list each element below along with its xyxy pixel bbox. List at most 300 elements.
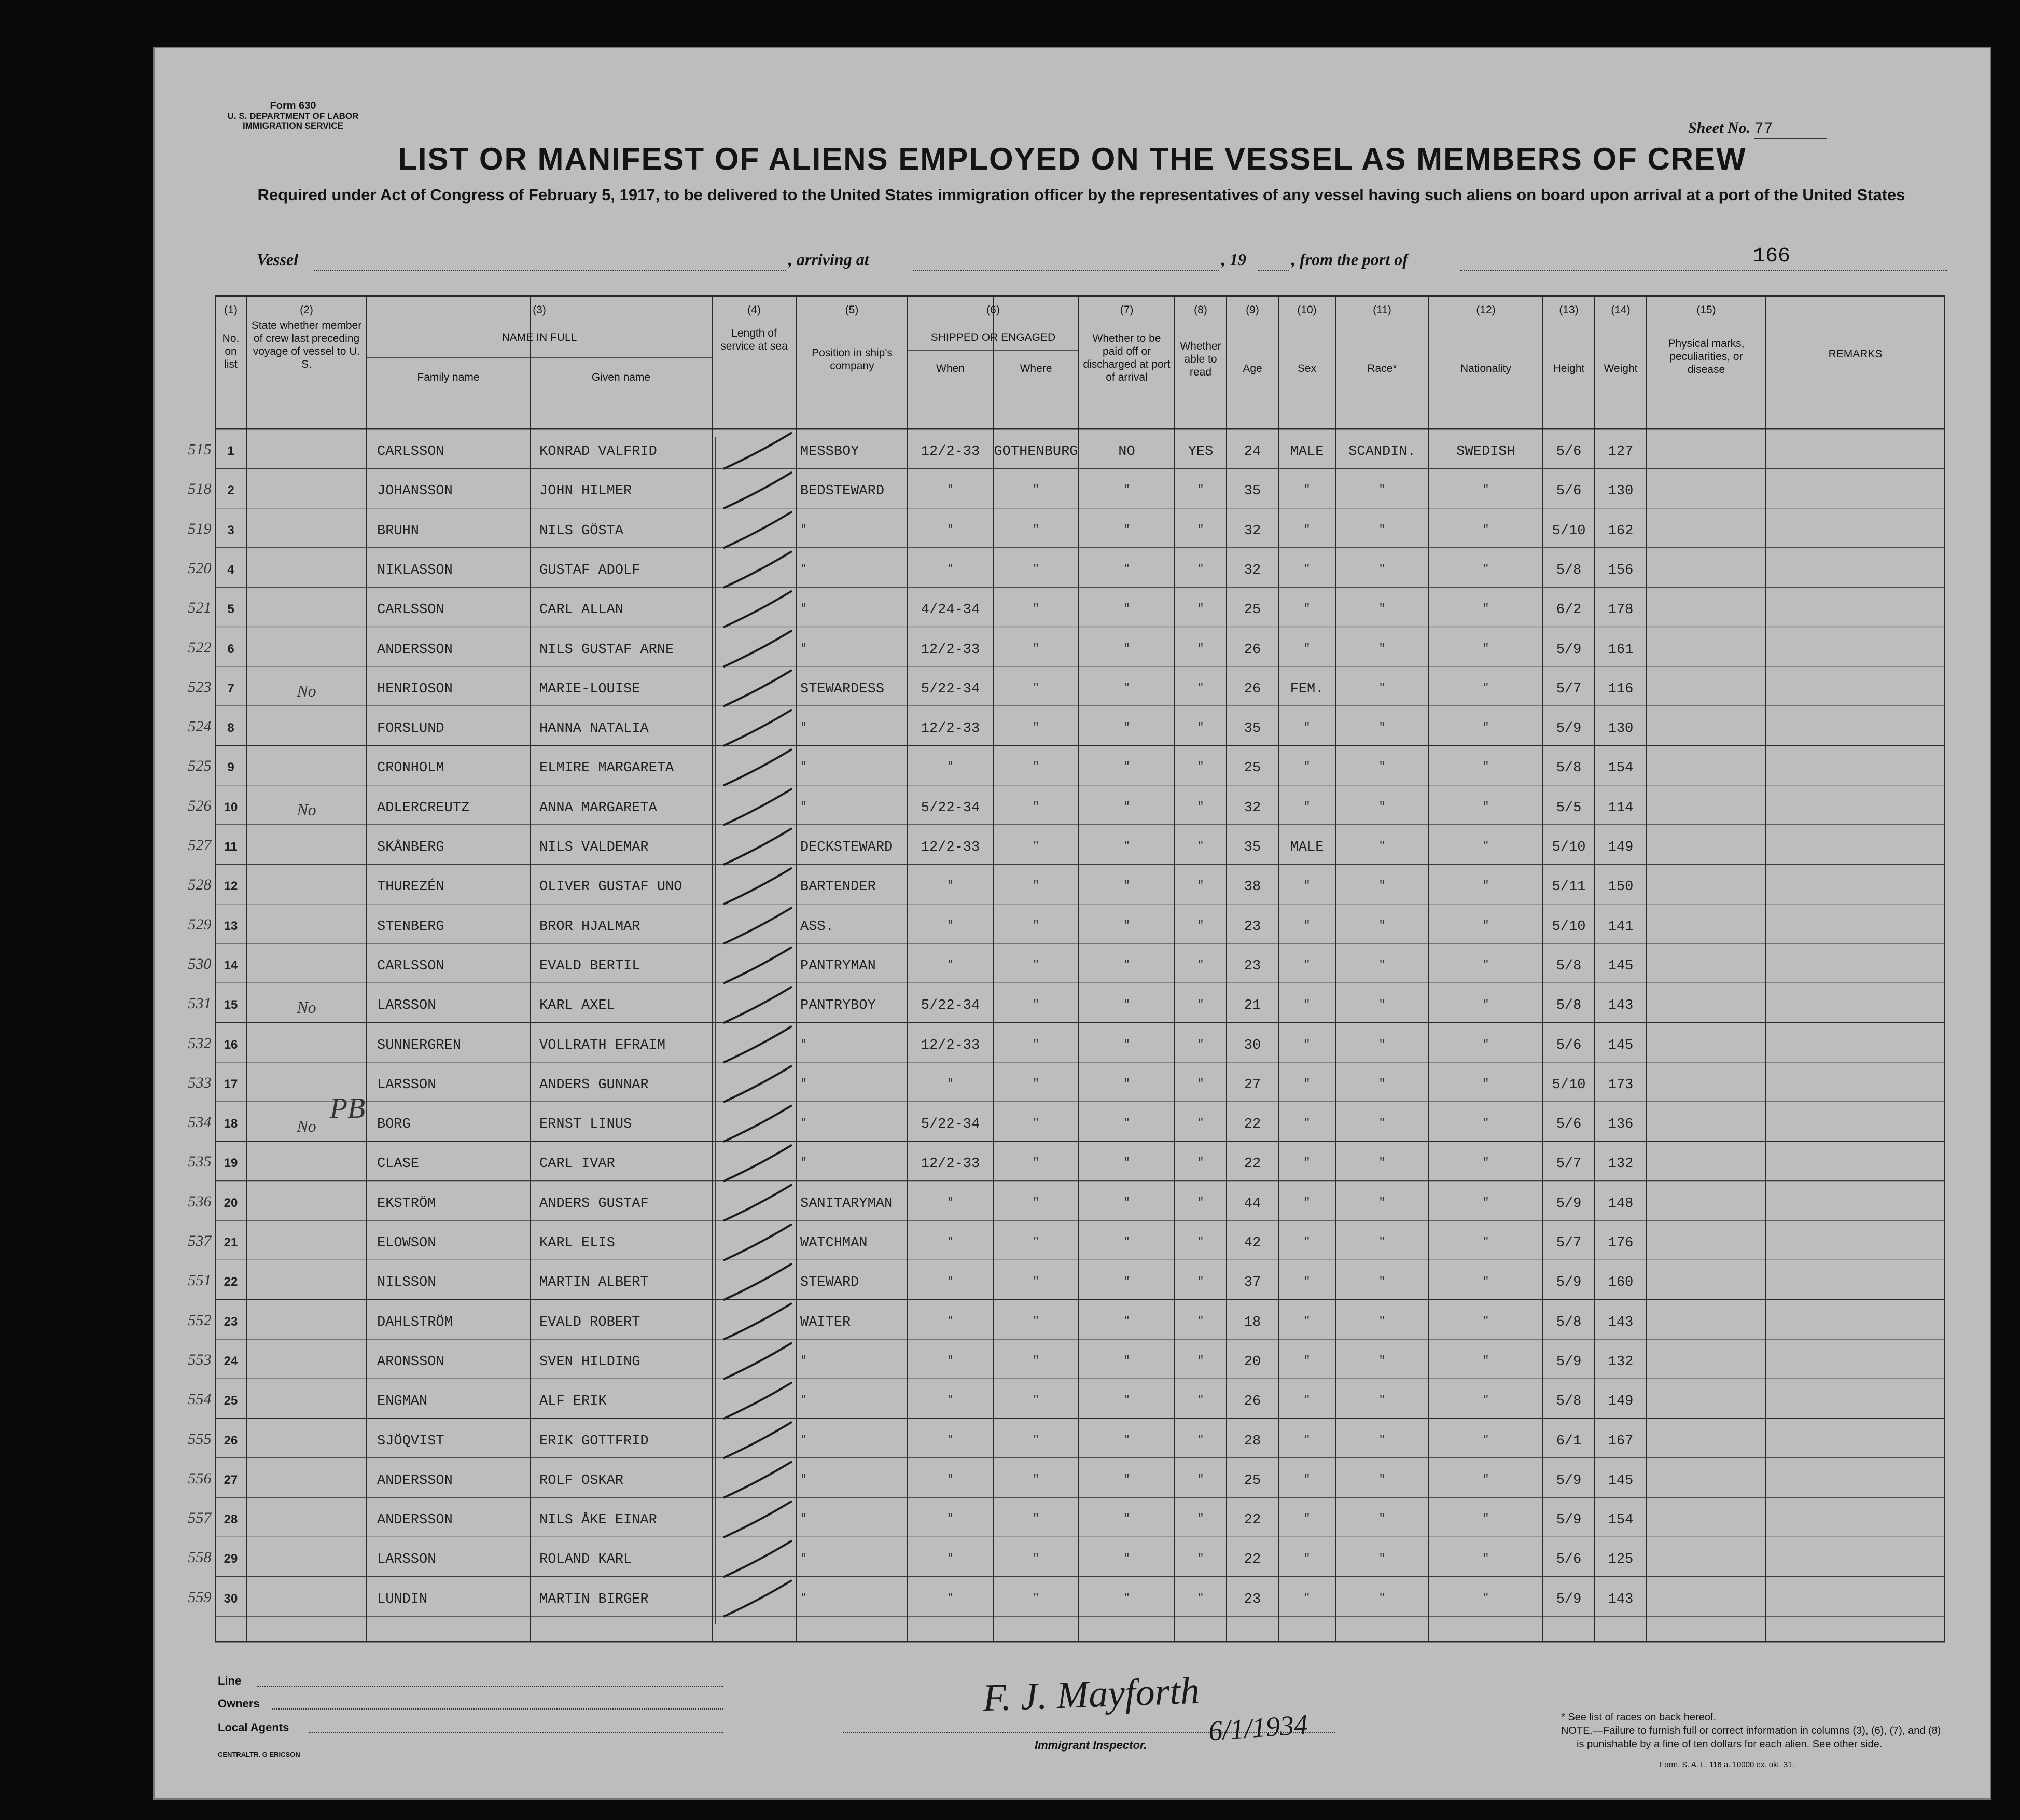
paid-off-cell: " [1123, 998, 1131, 1011]
shipped-when-cell: " [946, 523, 954, 536]
sex-cell: " [1303, 1235, 1311, 1248]
handwritten-ref-number: 522 [188, 638, 212, 656]
able-to-read-cell: " [1197, 1196, 1204, 1209]
race-cell: " [1378, 1394, 1386, 1407]
position-cell: " [800, 800, 807, 813]
nationality-cell: " [1482, 681, 1489, 694]
given-name-cell: JOHN HILMER [539, 483, 632, 499]
shipped-where-cell: " [1032, 1552, 1040, 1565]
service-pen-stroke [723, 1501, 792, 1537]
handwritten-ref-number: 534 [188, 1114, 212, 1131]
col14-header: Weight [1604, 363, 1638, 374]
shipped-when-cell: 4/24-34 [921, 602, 980, 618]
col5-header: Position in ship's company [812, 347, 893, 372]
shipped-when-cell: " [946, 879, 954, 893]
family-name-cell: ARONSSON [377, 1354, 444, 1370]
shipped-where-cell: " [1032, 1314, 1040, 1328]
race-cell: " [1378, 721, 1386, 734]
given-name-cell: NILS GUSTAF ARNE [539, 642, 674, 658]
given-name-cell: EVALD BERTIL [539, 958, 640, 974]
shipped-when-cell: 5/22-34 [921, 800, 980, 816]
weight-cell: 149 [1608, 1394, 1634, 1410]
nationality-cell: " [1482, 840, 1489, 853]
remarks-header: REMARKS [1828, 348, 1883, 360]
position-cell: " [800, 1354, 807, 1367]
race-cell: " [1378, 1314, 1386, 1328]
able-to-read-cell: " [1197, 1433, 1204, 1447]
race-cell: " [1378, 958, 1386, 971]
shipped-where-cell: " [1032, 1156, 1040, 1170]
able-to-read-cell: " [1197, 642, 1204, 655]
list-number-cell: 4 [227, 562, 234, 577]
family-name-cell: ANDERSSON [377, 1512, 453, 1529]
race-cell: SCANDIN. [1348, 444, 1416, 460]
paid-off-cell: " [1123, 1512, 1131, 1526]
race-cell: " [1378, 1156, 1386, 1170]
col11-header: Race* [1367, 363, 1397, 374]
shipped-when-cell: " [946, 1275, 954, 1288]
able-to-read-cell: YES [1188, 444, 1214, 460]
position-cell: " [800, 1472, 807, 1486]
service-pen-stroke [723, 1105, 792, 1142]
paid-off-cell: NO [1118, 444, 1135, 460]
sex-cell: " [1303, 1512, 1311, 1526]
weight-cell: 145 [1608, 1472, 1634, 1489]
family-name-cell: HENRIOSON [377, 681, 453, 697]
position-cell: ASS. [800, 919, 834, 935]
list-number-cell: 8 [227, 721, 234, 735]
given-name-cell: MARIE-LOUISE [539, 681, 640, 697]
col9-header: Age [1243, 363, 1262, 374]
shipped-when-cell: " [946, 1552, 954, 1565]
races-note: * See list of races on back hereof. [1561, 1712, 1717, 1723]
height-cell: 5/6 [1556, 1037, 1582, 1053]
year-label: , 19 [1221, 250, 1246, 269]
handwritten-ref-number: 515 [188, 441, 212, 458]
col4-header: Length of service at sea [720, 327, 788, 352]
service-pen-stroke [723, 433, 792, 469]
height-cell: 5/10 [1552, 919, 1586, 935]
shipped-where-cell: " [1032, 1472, 1040, 1486]
family-name-cell: CARLSSON [377, 958, 444, 974]
able-to-read-cell: " [1197, 1156, 1204, 1170]
able-to-read-cell: " [1197, 879, 1204, 893]
handwritten-ref-number: 555 [188, 1430, 212, 1448]
sheet-number-stamp: 166 [1753, 245, 1791, 268]
given-name-cell: KONRAD VALFRID [539, 444, 657, 460]
nationality-cell: " [1482, 1156, 1489, 1170]
able-to-read-cell: " [1197, 1037, 1204, 1051]
nationality-cell: " [1482, 1512, 1489, 1526]
service-pen-stroke [723, 1540, 792, 1577]
handwritten-ref-number: 525 [188, 757, 212, 775]
able-to-read-cell: " [1197, 840, 1204, 853]
col7-header: Whether to be paid off or discharged at port of arrival [1083, 332, 1171, 383]
shipped-when-cell: " [946, 1472, 954, 1486]
shipped-when-cell: " [946, 1235, 954, 1248]
family-name-cell: BRUHN [377, 523, 420, 539]
able-to-read-cell: " [1197, 800, 1204, 813]
sex-cell: " [1303, 1196, 1311, 1209]
position-cell: " [800, 1037, 807, 1051]
sex-cell: " [1303, 1591, 1311, 1605]
shipped-where-cell: " [1032, 1275, 1040, 1288]
nationality-cell: " [1482, 1037, 1489, 1051]
sex-cell: " [1303, 1275, 1311, 1288]
weight-cell: 130 [1608, 483, 1634, 499]
able-to-read-cell: " [1197, 1275, 1204, 1288]
race-cell: " [1378, 523, 1386, 536]
service-pen-stroke [723, 987, 792, 1023]
weight-cell: 160 [1608, 1275, 1634, 1291]
shipped-when-cell: " [946, 1591, 954, 1605]
age-cell: 25 [1244, 760, 1261, 776]
handwritten-ref-number: 527 [188, 837, 212, 854]
height-cell: 5/6 [1556, 444, 1582, 460]
race-cell: " [1378, 562, 1386, 576]
given-name-cell: OLIVER GUSTAF UNO [539, 879, 682, 895]
shipped-when-cell: 12/2-33 [921, 840, 980, 855]
shipped-when-cell: 5/22-34 [921, 681, 980, 697]
handwritten-ref-number: 526 [188, 797, 212, 814]
paid-off-cell: " [1123, 1275, 1131, 1288]
height-cell: 5/9 [1556, 1472, 1582, 1489]
shipped-when-cell: " [946, 1314, 954, 1328]
age-cell: 21 [1244, 998, 1261, 1014]
height-cell: 5/9 [1556, 721, 1582, 737]
weight-cell: 143 [1608, 1591, 1634, 1607]
position-cell: " [800, 642, 807, 655]
nationality-cell: " [1482, 562, 1489, 576]
col9-number: (9) [1246, 304, 1259, 316]
shipped-when-cell: 12/2-33 [921, 721, 980, 737]
age-cell: 23 [1244, 919, 1261, 935]
weight-cell: 116 [1608, 681, 1634, 697]
position-cell: STEWARDESS [800, 681, 885, 697]
family-name-cell: BORG [377, 1117, 411, 1133]
given-name-cell: HANNA NATALIA [539, 721, 649, 737]
list-number-cell: 12 [224, 879, 238, 894]
handwritten-ref-number: 553 [188, 1351, 212, 1368]
height-cell: 5/7 [1556, 681, 1582, 697]
previous-voyage-cell: No [297, 1117, 316, 1136]
sex-cell: " [1303, 562, 1311, 576]
sex-cell: MALE [1290, 840, 1324, 855]
position-cell: STEWARD [800, 1275, 859, 1291]
family-name-cell: ENGMAN [377, 1394, 428, 1410]
department-name: U. S. DEPARTMENT OF LABOR [227, 111, 359, 121]
owners-label: Owners [218, 1697, 260, 1710]
list-number-cell: 13 [224, 919, 238, 933]
service-pen-stroke [723, 670, 792, 706]
shipped-when-cell: " [946, 483, 954, 497]
shipped-where-cell: " [1032, 483, 1040, 497]
able-to-read-cell: " [1197, 1077, 1204, 1090]
sex-cell: " [1303, 1314, 1311, 1328]
sex-cell: " [1303, 602, 1311, 616]
col2-header: State whether member of crew last preceding voyage of vessel to U. S. [251, 319, 362, 370]
position-cell: BEDSTEWARD [800, 483, 885, 499]
handwritten-ref-number: 519 [188, 520, 212, 537]
weight-cell: 141 [1608, 919, 1634, 935]
given-name-cell: VOLLRATH EFRAIM [539, 1037, 666, 1053]
height-cell: 5/8 [1556, 562, 1582, 578]
list-number-cell: 29 [224, 1552, 238, 1566]
race-cell: " [1378, 800, 1386, 813]
weight-cell: 143 [1608, 998, 1634, 1014]
family-name-cell: LUNDIN [377, 1591, 428, 1607]
list-number-cell: 2 [227, 483, 234, 498]
nationality-cell: " [1482, 1591, 1489, 1605]
handwritten-ref-number: 552 [188, 1311, 212, 1329]
able-to-read-cell: " [1197, 681, 1204, 694]
service-pen-stroke [723, 1026, 792, 1063]
height-cell: 5/10 [1552, 840, 1586, 855]
age-cell: 38 [1244, 879, 1261, 895]
shipped-where-cell: " [1032, 1512, 1040, 1526]
list-number-cell: 19 [224, 1156, 238, 1171]
age-cell: 26 [1244, 681, 1261, 697]
col6-header: SHIPPED OR ENGAGED [930, 331, 1056, 343]
weight-cell: 154 [1608, 1512, 1634, 1529]
shipped-where-cell: " [1032, 840, 1040, 853]
paid-off-cell: " [1123, 562, 1131, 576]
race-cell: " [1378, 1472, 1386, 1486]
weight-cell: 132 [1608, 1156, 1634, 1172]
family-name-cell: FORSLUND [377, 721, 444, 737]
able-to-read-cell: " [1197, 1472, 1204, 1486]
position-cell: PANTRYBOY [800, 998, 876, 1014]
given-name-cell: ALF ERIK [539, 1394, 607, 1410]
weight-cell: 161 [1608, 642, 1634, 658]
family-name-cell: ELOWSON [377, 1235, 436, 1251]
nationality-cell: " [1482, 800, 1489, 813]
race-cell: " [1378, 1552, 1386, 1565]
nationality-cell: " [1482, 1433, 1489, 1447]
paid-off-cell: " [1123, 1196, 1131, 1209]
sex-cell: MALE [1290, 444, 1324, 460]
nationality-cell: " [1482, 602, 1489, 616]
height-cell: 5/9 [1556, 1591, 1582, 1607]
line-label: Line [218, 1674, 242, 1687]
shipped-where-cell: " [1032, 1037, 1040, 1051]
col3-number: (3) [533, 304, 546, 316]
handwritten-ref-number: 558 [188, 1549, 212, 1566]
given-name-cell: ERNST LINUS [539, 1117, 632, 1133]
race-cell: " [1378, 760, 1386, 774]
race-cell: " [1378, 1196, 1386, 1209]
service-pen-stroke [723, 591, 792, 627]
page-title: LIST OR MANIFEST OF ALIENS EMPLOYED ON THE VESSEL AS MEMBERS OF CREW [398, 142, 1747, 176]
handwritten-ref-number: 528 [188, 876, 212, 894]
vessel-label: Vessel [257, 250, 298, 269]
able-to-read-cell: " [1197, 1552, 1204, 1565]
service-pen-stroke [723, 789, 792, 825]
weight-cell: 130 [1608, 721, 1634, 737]
race-cell: " [1378, 1235, 1386, 1248]
paid-off-cell: " [1123, 1591, 1131, 1605]
age-cell: 23 [1244, 958, 1261, 974]
family-name-cell: EKSTRÖM [377, 1196, 436, 1212]
sex-cell: " [1303, 879, 1311, 893]
race-cell: " [1378, 1354, 1386, 1367]
col6a-header: When [936, 363, 965, 374]
handwritten-ref-number: 556 [188, 1469, 212, 1487]
nationality-cell: " [1482, 919, 1489, 932]
sheet-label: Sheet No. [1688, 119, 1750, 136]
sex-cell: " [1303, 483, 1311, 497]
position-cell: " [800, 1552, 807, 1565]
weight-cell: 148 [1608, 1196, 1634, 1212]
family-name-cell: NIKLASSON [377, 562, 453, 578]
handwritten-ref-number: 530 [188, 955, 212, 972]
paid-off-cell: " [1123, 721, 1131, 734]
height-cell: 5/7 [1556, 1235, 1582, 1251]
service-pen-stroke [723, 551, 792, 588]
previous-voyage-cell: No [297, 681, 316, 700]
able-to-read-cell: " [1197, 1314, 1204, 1328]
list-number-cell: 14 [224, 958, 238, 972]
family-name-cell: THUREZÉN [377, 879, 444, 895]
inspector-signature: F. J. Mayforth [982, 1669, 1201, 1720]
line-rule [257, 1686, 723, 1687]
able-to-read-cell: " [1197, 1512, 1204, 1526]
height-cell: 5/6 [1556, 483, 1582, 499]
nationality-cell: " [1482, 879, 1489, 893]
paid-off-cell: " [1123, 760, 1131, 774]
position-cell: WATCHMAN [800, 1235, 868, 1251]
position-cell: SANITARYMAN [800, 1196, 893, 1212]
service-pen-stroke [723, 472, 792, 508]
service-pen-stroke [723, 512, 792, 548]
weight-cell: 167 [1608, 1433, 1634, 1449]
family-name-cell: DAHLSTRÖM [377, 1314, 453, 1330]
paid-off-cell: " [1123, 681, 1131, 694]
given-name-cell: ANDERS GUNNAR [539, 1077, 649, 1093]
height-cell: 5/5 [1556, 800, 1582, 816]
position-cell: MESSBOY [800, 444, 859, 460]
height-cell: 5/8 [1556, 1394, 1582, 1410]
position-cell: " [800, 602, 807, 616]
list-number-cell: 16 [224, 1037, 238, 1052]
paid-off-cell: " [1123, 1552, 1131, 1565]
paid-off-cell: " [1123, 1433, 1131, 1447]
given-name-cell: NILS GÖSTA [539, 523, 624, 539]
height-cell: 5/9 [1556, 1196, 1582, 1212]
family-name-cell: LARSSON [377, 1552, 436, 1568]
service-pen-stroke [723, 908, 792, 944]
penalty-note: NOTE.—Failure to furnish full or correct information in columns (3), (6), (7), and (8) [1561, 1725, 1941, 1736]
height-cell: 5/6 [1556, 1552, 1582, 1568]
handwritten-ref-number: 535 [188, 1153, 212, 1171]
col1-number: (1) [224, 304, 238, 316]
nationality-cell: " [1482, 958, 1489, 971]
given-name-cell: ROLF OSKAR [539, 1472, 624, 1489]
paid-off-cell: " [1123, 840, 1131, 853]
paid-off-cell: " [1123, 523, 1131, 536]
sex-cell: " [1303, 800, 1311, 813]
position-cell: " [800, 1394, 807, 1407]
given-name-cell: MARTIN ALBERT [539, 1275, 649, 1291]
age-cell: 22 [1244, 1552, 1261, 1568]
paid-off-cell: " [1123, 879, 1131, 893]
age-cell: 42 [1244, 1235, 1261, 1251]
penalty-note-2: is punishable by a fine of ten dollars for each alien. See other side. [1577, 1739, 1883, 1750]
service-pen-stroke [723, 1462, 792, 1498]
col3b-header: Given name [591, 371, 651, 383]
sex-cell: " [1303, 919, 1311, 932]
col10-header: Sex [1297, 363, 1317, 374]
given-name-cell: NILS VALDEMAR [539, 840, 649, 855]
weight-cell: 176 [1608, 1235, 1634, 1251]
given-name-cell: ANNA MARGARETA [539, 800, 657, 816]
race-cell: " [1378, 998, 1386, 1011]
col3-header: NAME IN FULL [501, 331, 577, 343]
shipped-when-cell: 12/2-33 [921, 1156, 980, 1172]
signature-date: 6/1/1934 [1207, 1708, 1309, 1747]
list-number-cell: 22 [224, 1275, 238, 1289]
list-number-cell: 26 [224, 1433, 238, 1448]
age-cell: 22 [1244, 1512, 1261, 1529]
sex-cell: " [1303, 1552, 1311, 1565]
col13-number: (13) [1559, 304, 1579, 316]
service-pen-stroke [723, 749, 792, 785]
age-cell: 22 [1244, 1117, 1261, 1133]
age-cell: 27 [1244, 1077, 1261, 1093]
previous-voyage-cell: No [297, 800, 316, 819]
age-cell: 24 [1244, 444, 1261, 460]
nationality-cell: " [1482, 721, 1489, 734]
nationality-cell: " [1482, 760, 1489, 774]
shipped-when-cell: 12/2-33 [921, 444, 980, 460]
local-agents-label: Local Agents [218, 1721, 289, 1734]
able-to-read-cell: " [1197, 1354, 1204, 1367]
nationality-cell: " [1482, 1314, 1489, 1328]
weight-cell: 132 [1608, 1354, 1634, 1370]
race-cell: " [1378, 1591, 1386, 1605]
weight-cell: 178 [1608, 602, 1634, 618]
paid-off-cell: " [1123, 483, 1131, 497]
list-number-cell: 23 [224, 1314, 238, 1329]
height-cell: 5/8 [1556, 760, 1582, 776]
shipped-when-cell: " [946, 1196, 954, 1209]
list-number-cell: 28 [224, 1512, 238, 1527]
family-name-cell: CLASE [377, 1156, 420, 1172]
position-cell: " [800, 562, 807, 576]
col15-header: Physical marks, peculiarities, or disease [1668, 338, 1745, 376]
able-to-read-cell: " [1197, 998, 1204, 1011]
nationality-cell: " [1482, 523, 1489, 536]
nationality-cell: " [1482, 1077, 1489, 1090]
weight-cell: 127 [1608, 444, 1634, 460]
age-cell: 28 [1244, 1433, 1261, 1449]
race-cell: " [1378, 1433, 1386, 1447]
given-name-cell: GUSTAF ADOLF [539, 562, 640, 578]
paid-off-cell: " [1123, 1472, 1131, 1486]
given-name-cell: NILS ÅKE EINAR [539, 1512, 657, 1529]
shipped-where-cell: " [1032, 879, 1040, 893]
col1-header: No. on list [222, 332, 240, 370]
given-name-cell: CARL ALLAN [539, 602, 624, 618]
handwritten-ref-number: 554 [188, 1391, 212, 1408]
list-number-cell: 17 [224, 1077, 238, 1091]
able-to-read-cell: " [1197, 919, 1204, 932]
age-cell: 26 [1244, 642, 1261, 658]
family-name-cell: SJÖQVIST [377, 1433, 444, 1449]
race-cell: " [1378, 1117, 1386, 1130]
shipped-where-cell: " [1032, 721, 1040, 734]
race-cell: " [1378, 840, 1386, 853]
